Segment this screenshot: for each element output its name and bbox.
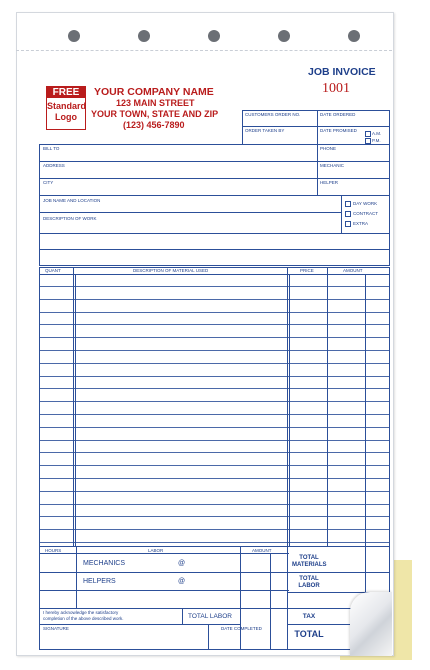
rule [341,195,342,233]
acknowledgement-line-1: I hereby acknowledge the satisfactory [43,610,119,615]
company-name: YOUR COMPANY NAME [94,86,214,98]
rule [240,546,241,650]
materials-row-rule [39,312,390,313]
rule [75,274,76,546]
total-labor-left-label: TOTAL LABOR [188,613,232,620]
total-materials-label: TOTAL MATERIALS [292,555,327,568]
rule [182,608,183,625]
rule [39,572,289,573]
rule [208,624,209,650]
rule [39,144,40,266]
total-labor-right-label: TOTAL LABOR [298,576,320,589]
rule [39,267,390,268]
rule [242,110,243,144]
am-label: A.M. [372,131,382,136]
rule [39,608,389,609]
labor-label: LABOR [148,548,164,553]
materials-row-rule [39,286,390,287]
company-city: YOUR TOWN, STATE AND ZIP [91,109,219,119]
standard-logo [46,86,86,130]
rule [39,265,390,266]
rule [39,624,182,625]
rule [39,161,390,162]
address-label: ADDRESS [43,163,65,168]
punch-hole [278,30,290,42]
materials-row-rule [39,299,390,300]
rule [317,110,318,144]
total-label: TOTAL [294,629,324,639]
materials-row-rule [39,427,390,428]
extra-checkbox[interactable] [345,221,351,227]
logo-logo-text: Logo [55,112,77,122]
customers-order-label: CUSTOMERS ORDER NO. [245,112,301,117]
col-price: PRICE [300,268,314,273]
materials-row-rule [39,516,390,517]
rule [317,144,318,195]
punch-hole [68,30,80,42]
labor-amount-label: AMOUNT [252,548,272,553]
rule [39,233,390,234]
materials-row-rule [39,337,390,338]
materials-row-rule [39,388,390,389]
bill-to-label: BILL TO [43,146,60,151]
acknowledgement-line-2: completion of the above described work. [43,616,124,621]
helpers-label: HELPERS [83,578,116,585]
company-street: 123 MAIN STREET [116,98,195,108]
rule [242,126,390,127]
col-quant: QUANT [45,268,61,273]
form-title: JOB INVOICE [308,66,376,78]
contract-checkbox[interactable] [345,211,351,217]
materials-row-rule [39,491,390,492]
rule [289,274,290,546]
rule [39,649,389,650]
order-taken-by-label: ORDER TAKEN BY [245,128,285,133]
materials-row-rule [39,529,390,530]
tax-label: TAX [302,613,316,620]
logo-standard-text: Standard [47,101,87,111]
rule [76,546,77,608]
materials-row-rule [39,414,390,415]
mechanics-at: @ [178,560,186,567]
helpers-at: @ [178,578,186,585]
rule [287,572,389,573]
extra-label: EXTRA [353,221,369,226]
phone-label: PHONE [320,146,337,151]
day-work-label: DAY WORK [353,201,378,206]
rule [39,195,390,196]
date-promised-label: DATE PROMISED [320,128,357,133]
rule [39,546,390,547]
materials-row-rule [39,350,390,351]
col-amount: AMOUNT [343,268,363,273]
hours-label: HOURS [45,548,62,553]
rule [389,110,390,266]
day-work-checkbox[interactable] [345,201,351,207]
date-ordered-label: DATE ORDERED [320,112,356,117]
mechanic-label: MECHANIC [320,163,345,168]
rule [39,212,341,213]
description-label: DESCRIPTION OF WORK [43,216,97,221]
mechanics-label: MECHANICS [83,560,126,567]
perforation-line [16,50,392,51]
rule [39,178,390,179]
job-name-label: JOB NAME AND LOCATION [43,198,101,203]
rule [39,249,390,250]
materials-row-rule [39,465,390,466]
rule [39,274,390,275]
materials-row-rule [39,376,390,377]
rule [39,590,289,591]
materials-row-rule [39,401,390,402]
rule [182,624,240,625]
punch-hole [348,30,360,42]
materials-row-rule [39,542,390,543]
materials-row-rule [39,478,390,479]
col-description: DESCRIPTION OF MATERIAL USED [133,268,209,273]
company-phone: (123) 456-7890 [123,120,185,130]
logo-free-text: FREE [47,87,85,98]
rule [39,144,390,145]
city-label: CITY [43,180,54,185]
helper-label: HELPER [320,180,339,185]
rule [242,110,390,111]
materials-row-rule [39,324,390,325]
page-curl [350,592,392,656]
punch-hole [208,30,220,42]
contract-label: CONTRACT [353,211,378,216]
rule [270,553,271,650]
materials-row-rule [39,440,390,441]
punch-hole [138,30,150,42]
materials-row-rule [39,504,390,505]
am-checkbox[interactable] [365,131,371,137]
materials-row-rule [39,363,390,364]
materials-row-rule [39,452,390,453]
date-completed-label: DATE COMPLETED [221,626,262,631]
signature-label: SIGNATURE [43,626,69,631]
invoice-number: 1001 [322,81,350,96]
pm-label: P.M. [372,138,381,143]
